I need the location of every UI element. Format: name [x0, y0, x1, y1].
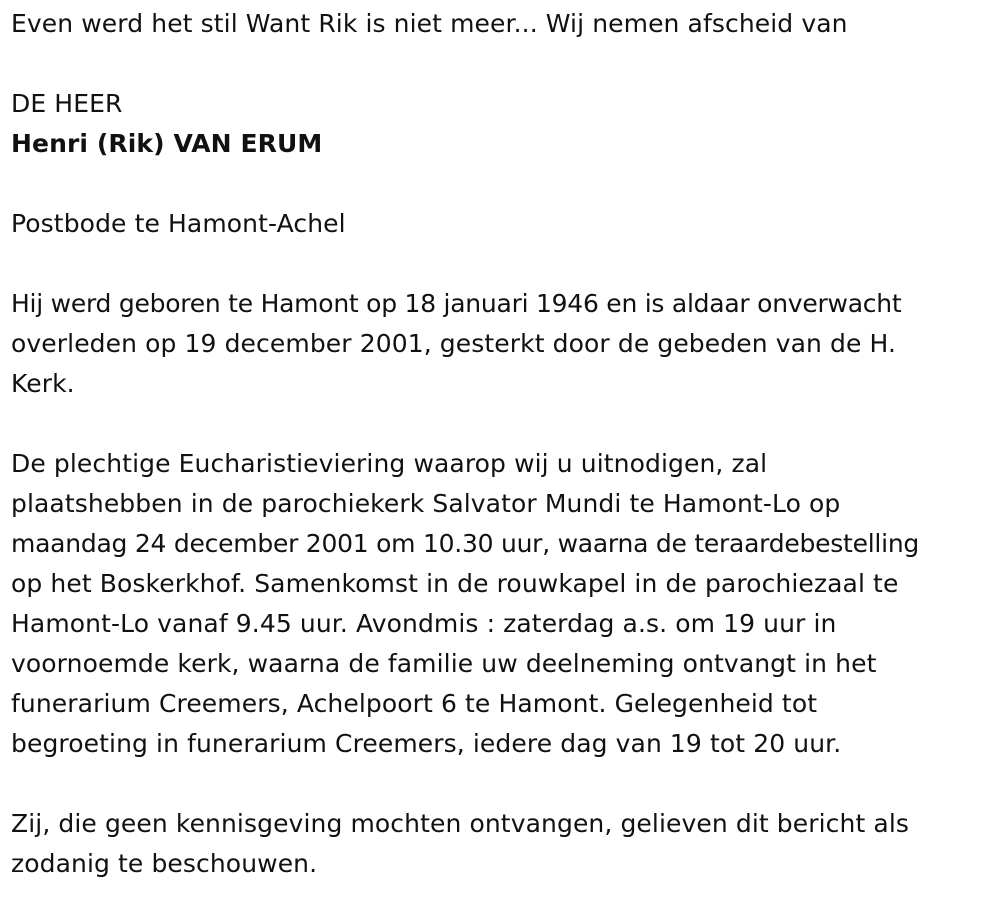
paragraph-line: maandag 24 december 2001 om 10.30 uur, waarna de teraardebestelling: [11, 529, 920, 558]
paragraph-line: funerarium Creemers, Achelpoort 6 te Hamont. Gelegenheid tot: [11, 689, 818, 718]
closing-paragraph: [11, 804, 993, 884]
paragraph-line: Zij, die geen kennisgeving mochten ontvangen, gelieven dit bericht als: [11, 809, 910, 838]
paragraph-line: begroeting in funerarium Creemers, iedere dag van 19 tot 20 uur.: [11, 729, 842, 758]
paragraph-line: zodanig te beschouwen.: [11, 849, 318, 878]
obituary-notice: [11, 4, 993, 884]
birth-death-paragraph: [11, 284, 993, 404]
funeral-paragraph: [11, 444, 993, 764]
intro-text: Even werd het stil Want Rik is niet meer... Wij nemen afscheid van: [11, 9, 848, 38]
paragraph-line: Hamont-Lo vanaf 9.45 uur. Avondmis : zaterdag a.s. om 19 uur in: [11, 609, 837, 638]
paragraph-line: plaatshebben in de parochiekerk Salvator Mundi te Hamont-Lo op: [11, 489, 841, 518]
spacer: [11, 244, 993, 284]
paragraph-line: voornoemde kerk, waarna de familie uw deelneming ontvangt in het: [11, 649, 877, 678]
occupation: Postbode te Hamont-Achel: [11, 209, 346, 238]
paragraph-line: overleden op 19 december 2001, gesterkt door de gebeden van de H.: [11, 329, 897, 358]
spacer: [11, 164, 993, 204]
honorific: DE HEER: [11, 89, 123, 118]
deceased-name: Henri (Rik) VAN ERUM: [11, 129, 323, 158]
paragraph-line: De plechtige Eucharistieviering waarop wij u uitnodigen, zal: [11, 449, 768, 478]
spacer: [11, 764, 993, 804]
paragraph-line: Kerk.: [11, 369, 75, 398]
paragraph-line: op het Boskerkhof. Samenkomst in de rouwkapel in de parochiezaal te: [11, 569, 899, 598]
spacer: [11, 44, 993, 84]
paragraph-line: Hij werd geboren te Hamont op 18 januari 1946 en is aldaar onverwacht: [11, 289, 902, 318]
spacer: [11, 404, 993, 444]
